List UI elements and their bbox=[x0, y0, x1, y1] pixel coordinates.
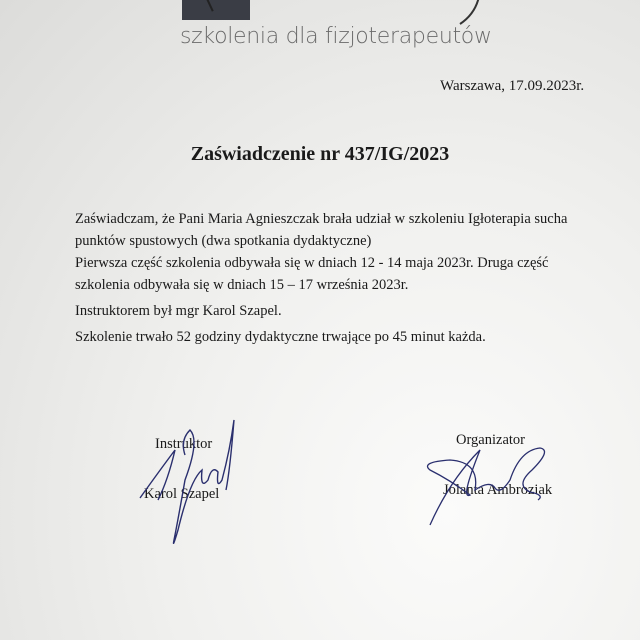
certificate-body bbox=[75, 208, 605, 348]
company-logo bbox=[182, 0, 250, 20]
paragraph-dates: Pierwsza część szkolenia odbywała się w dniach 12 - 14 maja 2023r. Druga część szkolenia odbywała się w dniach 15 – 17 września 2023r. bbox=[75, 255, 549, 293]
organizer-signature-icon bbox=[420, 440, 570, 530]
place-date: Warszawa, 17.09.2023r. bbox=[440, 78, 585, 94]
certificate-title: Zaświadczenie nr 437/IG/2023 bbox=[190, 143, 450, 165]
paragraph-duration: Szkolenie trwało 52 godziny dydaktyczne trwające po 45 minut każda. bbox=[75, 329, 486, 345]
paragraph-participation: Zaświadczam, że Pani Maria Agnieszczak brała udział w szkoleniu Igłoterapia sucha punktów spustowych (dwa spotkania dydaktyczne) bbox=[75, 211, 568, 249]
organizer-name: Jolanta Ambroziak bbox=[443, 482, 553, 498]
paragraph-instructor: Instruktorem był mgr Karol Szapel. bbox=[75, 303, 282, 319]
organizer-role-label: Organizator bbox=[456, 432, 525, 448]
instructor-signature-icon bbox=[130, 410, 260, 560]
instructor-name: Karol Szapel bbox=[144, 486, 220, 502]
instructor-role-label: Instruktor bbox=[155, 436, 213, 452]
company-tagline: szkolenia dla fizjoterapeutów bbox=[180, 24, 492, 49]
